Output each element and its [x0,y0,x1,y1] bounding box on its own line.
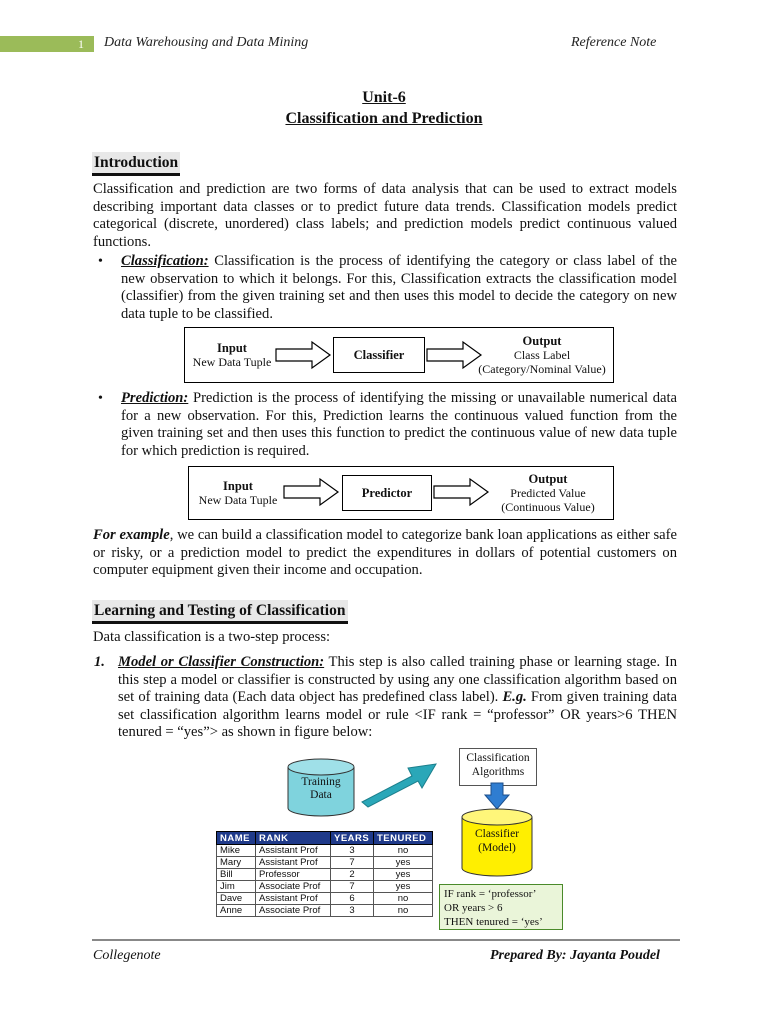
step-paragraph [118,654,677,742]
table-header-cell: NAME [217,832,256,845]
classifier-label2: (Model) [478,842,516,854]
table-cell: yes [374,881,433,893]
note-type: Reference Note [571,35,657,50]
step-eg: E.g. [502,689,527,705]
table-header-cell: YEARS [331,832,374,845]
arrow-right-icon [274,340,334,370]
predictor-box: Predictor [342,475,432,511]
training-data-label [286,776,356,802]
bullet-text: Prediction is the process of identifying the missing or unavailable numerical data for a new observation. For this, Prediction learns the continuous valued function from the given training set and then uses this function to predict the continuous value of new data tuple for which prediction is required. [121,390,677,459]
table-cell: Bill [217,869,256,881]
learning-heading: Learning and Testing of Classification [92,600,348,624]
course-title: Data Warehousing and Data Mining [104,35,309,50]
footer-divider [92,939,680,941]
diagram2-output-label: Output [528,472,568,486]
unit-subtitle: Classification and Prediction [285,110,483,127]
table-row [217,857,433,869]
table-cell: 3 [331,845,374,857]
table-cell: no [374,905,433,917]
bullet-term: Classification: [121,253,209,269]
arrow-right-icon [432,477,492,507]
table-cell: Jim [217,881,256,893]
diagram1-output [474,334,610,376]
table-cell: 2 [331,869,374,881]
table-cell: Professor [256,869,331,881]
table-cell: Associate Prof [256,905,331,917]
diagram2-input-label: Input [223,479,253,493]
table-row [217,905,433,917]
footer-left: Collegenote [93,948,161,963]
classifier-model-label [460,827,534,855]
learning-intro: Data classification is a two-step process: [93,629,331,645]
training-data-label2: Data [310,789,332,801]
diagram2-output-sub2: (Continuous Value) [501,500,595,514]
bullet-text: Classification is the process of identifying the category or class label of the new observation to which it belongs. For this, Classification extracts the classification model (classifier) from the given training set and then uses this model to decide the category on new data tuple to be classified. [121,253,677,322]
introduction-heading: Introduction [92,152,180,176]
table-header-cell: RANK [256,832,331,845]
table-header-row [217,832,433,845]
diagram1-input [190,341,274,369]
table-row [217,881,433,893]
diagram2-input [194,479,282,507]
table-cell: Assistant Prof [256,845,331,857]
classification-algorithms-box [459,748,537,786]
classifier-box: Classifier [333,337,425,373]
classifier-label1: Classifier [474,828,520,840]
diagram2-output-sub1: Predicted Value [510,486,586,500]
table-cell: 7 [331,857,374,869]
bullet-dot: • [98,391,103,406]
training-data-label1: Training [301,776,341,788]
table-cell: yes [374,857,433,869]
unit-title: Unit-6 [362,89,406,106]
diagram1-input-label: Input [217,341,247,355]
step-term: Model or Classifier Construction: [118,654,325,670]
table-cell: 6 [331,893,374,905]
training-table [216,831,433,917]
rule-line2: OR years > 6 [444,902,503,914]
arrow-down-icon [484,782,510,810]
bullet-prediction [121,390,677,460]
table-row [217,869,433,881]
table-cell: Mike [217,845,256,857]
table-cell: Anne [217,905,256,917]
diagram1-output-sub1: Class Label [513,348,571,362]
table-cell: yes [374,869,433,881]
diagram1-output-label: Output [522,334,562,348]
table-header-cell: TENURED [374,832,433,845]
step-text-a: This step is also called training phase or learning stage. In this step a model or classifier is constructed by using any one classification algorithm based on set of training data (Each data object has predefined class label). [118,654,677,705]
table-cell: Assistant Prof [256,893,331,905]
rule-box [439,884,563,930]
bullet-dot: • [98,254,103,269]
rule-line3: THEN tenured = ‘yes’ [444,916,543,928]
example-text: , we can build a classification model to categorize bank loan applications as either safe or risky, or a prediction model to predict the expenditures in dollars of potential customers on computer equipment given their income and occupation. [93,527,677,578]
table-cell: no [374,845,433,857]
step-text-b: From given training data set classification algorithm learns model or rule <IF rank = “professor” OR years>6 THEN tenured = “yes”> as shown in figure below: [118,689,677,740]
rule-line1: IF rank = ‘professor’ [444,888,537,900]
table-row [217,893,433,905]
diagram1-input-sub: New Data Tuple [192,355,272,369]
training-data-table [216,831,433,917]
example-paragraph [93,527,677,580]
table-cell: 3 [331,905,374,917]
introduction-paragraph: Classification and prediction are two forms of data analysis that can be used to extract models describing important data classes or to predict future data trends. Classification models predict categorical (discrete, unordered) class labels; and prediction models predict continuous valued functions. [93,181,677,250]
diagram2-output [486,472,610,514]
table-row [217,845,433,857]
table-cell: Associate Prof [256,881,331,893]
arrow-right-icon [282,477,342,507]
diagram2-input-sub: New Data Tuple [198,493,278,507]
footer-right: Prepared By: Jayanta Poudel [490,948,660,963]
algorithms-label2: Algorithms [471,766,525,778]
diagram1-output-sub2: (Category/Nominal Value) [478,362,606,376]
table-cell: Mary [217,857,256,869]
table-cell: no [374,893,433,905]
table-cell: Dave [217,893,256,905]
table-cell: 7 [331,881,374,893]
example-lead: For example [93,527,170,543]
table-cell: Assistant Prof [256,857,331,869]
page-number: 1 [78,37,84,51]
bullet-term: Prediction: [121,390,189,406]
bullet-classification [121,253,677,323]
teal-arrow-icon [358,760,440,810]
algorithms-label1: Classification [466,752,530,764]
step-number: 1. [94,654,105,670]
